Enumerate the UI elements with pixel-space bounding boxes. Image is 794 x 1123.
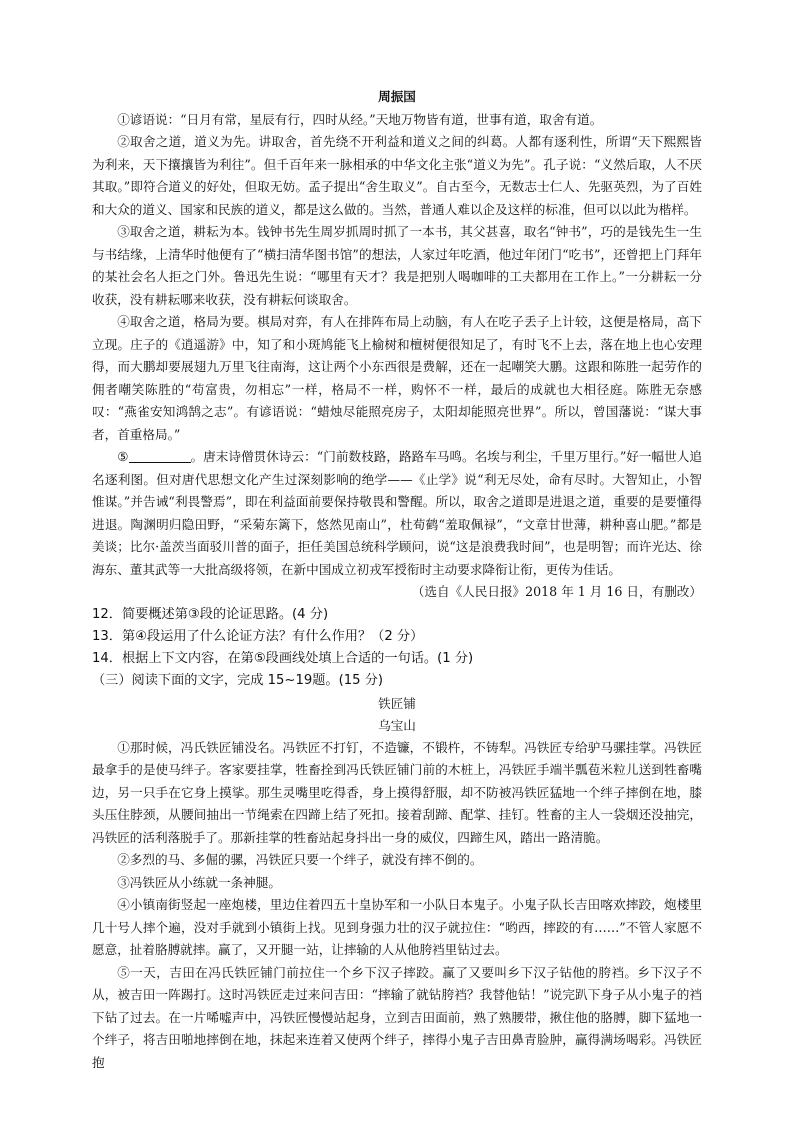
source-citation: （选自《人民日报》2018 年 1 月 16 日，有删改） bbox=[411, 584, 702, 599]
story-paragraph-3: ③冯铁匠从小练就一条神腿。 bbox=[117, 874, 281, 890]
story-paragraph-4: ④小镇南街竖起一座炮楼，里边住着四五十皇协军和一小队日本鬼子。小鬼子队长吉田喀欢摔跤，炮楼里几十号人摔个遍，没对手就到小镇街上找。见到身强力壮的汉子就拉住：“哟西，摔跤的有……”不管人家愿不愿意，扯着胳膊就摔。赢了，又开腿一站，让摔输的人从他胯裆里钻过去。 bbox=[92, 897, 702, 958]
question-13: 13．第④段运用了什么论证方法？有什么作用？（2 分） bbox=[92, 628, 424, 644]
paragraph-4: ④取舍之道，格局为要。棋局对弈，有人在排阵布局上动脑，有人在吃子丢子上计较，这便是格局，高下立现。庄子的《逍遥游》中，知了和小斑鸠能飞上榆树和檀树便很知足了，有时飞不上去，落在地上也心安理得，而大鹏却要展翅九万里飞往南海，这让两个小东西很是费解，还在一起嘲笑大鹏。这跟和陈胜一起劳作的佣者嘲笑陈胜的“苟富贵，勿相忘”一样，格局不一样，购怀不一样，最后的成就也大相径庭。陈胜无奈感叹：“燕雀安知鸿鹄之志”。有谚语说：“蜡烛尽能照亮房子，太阳却能照亮世界”。所以，曾国藩说：“谋大事者，首重格局。” bbox=[92, 314, 702, 442]
story-paragraph-5: ⑤一天，吉田在冯氏铁匠铺门前拉住一个乡下汉子摔跤。赢了又要叫乡下汉子钻他的胯裆。乡下汉子不从，被吉田一阵踢打。这时冯铁匠走过来问吉田：“摔输了就钻胯裆？我替他钻！”说完趴下身子从小鬼子的裆下钻了过去。在一片唏嘘声中，冯铁匠慢慢站起身，立到吉田面前，熟了熟腰带，揪住他的胳膊，脚下猛地一个绊子，将吉田啪地摔倒在地，抹起来连着又使两个绊子，摔得小鬼子吉田鼻青脸肿，赢得满场喝彩。冯铁匠抱 bbox=[92, 964, 702, 1070]
paragraph-5-text: 。唐末诗僧贯休诗云：“门前数枝路，路路车马鸣。名埃与利尘，千里万里行。”好一幅世人追名逐利图。但对唐代思想文化产生过深刻影响的绝学——《止学》说“利无尽处，命有尽时。大智知止，小智惟谋。”并告诫“利畏警焉”，即在利益面前要保持敬畏和警醒。所以，取舍之道即是进退之道，重要的是要懂得进退。陶渊明归隐田野，“采菊东篱下，悠然见南山”，杜荀鹤“羞取佩禄”，“文章甘世薄，耕种喜山肥。”都是美谈；比尔·盖茨当面驳川普的面子，拒任美国总统科学顾问，说“这是浪费我时间”，也是明智；而许光达、徐海东、董其武等一大批高级将领，在新中国成立初戎军授衔时主动要求降衔让衔，更传为佳话。 bbox=[92, 449, 703, 577]
paragraph-2: ②取舍之道，道义为先。讲取舍，首先绕不开利益和道义之间的纠葛。人都有逐利性，所谓“天下熙熙皆为利来，天下攘攘皆为利往”。但千百年来一脉相承的中华文化主张“道义为先”。孔子说：“义然后取，人不厌其取。”即符合道义的好处，但取无妨。孟子提出“舍生取义”。自古至今，无数志士仁人、先驱英烈，为了百姓和大众的道义、国家和民族的道义，都是这么做的。当然，普通人难以企及这样的标准，但可以以此为楷样。 bbox=[92, 134, 702, 217]
paragraph-1: ①谚语说：“日月有常，星辰有行，四时从经。”天地万物皆有道，世事有道，取舍有道。 bbox=[117, 111, 603, 127]
story-paragraph-2: ②多烈的马、多倔的骡，冯铁匠只要一个绊子，就没有摔不倒的。 bbox=[117, 852, 483, 868]
question-12: 12．简要概述第③段的论证思路。(4 分) bbox=[92, 606, 329, 622]
paragraph-5 bbox=[92, 446, 702, 581]
paragraph-5-number: ⑤ bbox=[117, 449, 129, 464]
story-author: 乌宝山 bbox=[378, 717, 416, 733]
article-author: 周振国 bbox=[378, 89, 416, 104]
section-heading: （三）阅读下面的文字，完成 15~19题。(15 分) bbox=[92, 673, 384, 689]
fill-in-blank-line bbox=[129, 448, 191, 463]
question-14: 14．根据上下文内容，在第⑤段画线处填上合适的一句话。(1 分) bbox=[92, 651, 474, 667]
paragraph-3: ③取舍之道，耕耘为本。钱钟书先生周岁抓周时抓了一本书，其父甚喜，取名“钟书”，巧的是钱先生一生与书结缘，上清华时他便有了“横扫清华图书馆”的想法，人家过年吃酒，他过年闭门“吃书”，还曾把上门拜年的某社会名人拒之门外。鲁迅先生说：“哪里有天才？我是把别人喝咖啡的工夫都用在工作上。”一分耕耘一分收获，没有耕耘哪来收获，没有耕耘何谈取舍。 bbox=[92, 224, 702, 307]
document-page bbox=[92, 86, 702, 1074]
story-title: 铁匠铺 bbox=[378, 695, 416, 711]
story-paragraph-1: ①那时候，冯氏铁匠铺没名。冯铁匠不打钉，不造镰，不锻杵，不铸犁。冯铁匠专给驴马骡挂掌。冯铁匠最拿手的是使马绊子。客家要挂掌，牲畜拴到冯氏铁匠铺门前的木桩上，冯铁匠手端半瓢苞米粒儿送到牲畜嘴边，另一只手在它身上摸挲。那生灵嘴里吃得香，身上摸得舒服，却不防被冯铁匠猛地一个绊子摔倒在地，膝头压住脖颈，从腰间抽出一节绳索在四蹄上结了死扣。接着刮蹄、配掌、挂钉。牲畜的主人一袋烟还没抽完，冯铁匠的活利落脱手了。那新挂掌的牲畜站起身抖出一身的威仪，四蹄生风，踏出一路清脆。 bbox=[92, 739, 702, 845]
